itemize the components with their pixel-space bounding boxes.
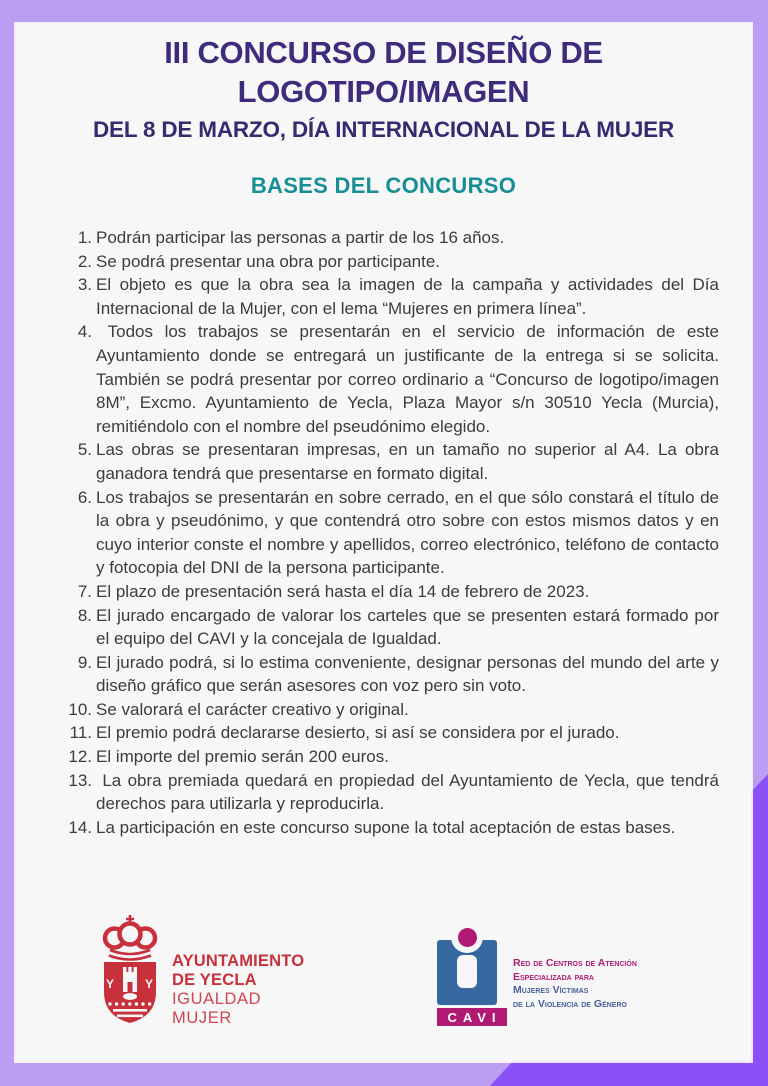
rule-item [58, 250, 719, 274]
rule-text: La obra premiada quedará en propiedad del Ayuntamiento de Yecla, que tendrá derechos para utilizarla y reproducirla. [96, 770, 724, 814]
rule-number: 3. [77, 275, 92, 295]
rule-text: Los trabajos se presentarán en sobre cerrado, en el que sólo constará el título de la obra y pseudónimo, y que contendrá otro sobre con estos mismos datos y en cuyo interior conste el nombre y apellidos, correo electrónico, teléfono de contacto y fotocopia del DNI de la persona participante. [96, 487, 724, 578]
rule-text: El importe del premio serán 200 euros. [96, 747, 389, 767]
rule-item [58, 438, 724, 485]
rule-number: 8. [77, 605, 92, 625]
cavi-tagline [513, 957, 637, 1027]
cavi-head-dot [458, 928, 477, 947]
rule-number: 12. [68, 747, 92, 767]
cavi-logo [437, 928, 637, 1027]
yecla-dept-line2: MUJER [172, 1009, 232, 1027]
rule-number: 1. [77, 228, 92, 247]
rule-number: 7. [77, 581, 92, 601]
rule-text: Podrán participar las personas a partir de los 16 años. [96, 228, 505, 247]
yecla-org-line2: DE YECLA [172, 971, 257, 989]
svg-text:Y: Y [145, 977, 154, 991]
rule-item [58, 721, 719, 745]
rule-text: El objeto es que la obra sea la imagen de la campaña y actividades del Día Internacional de la Mujer, con el lema “Mujeres en primera línea”. [96, 275, 724, 318]
cavi-tagline-line2: Especializada para [513, 970, 594, 983]
rule-item [58, 745, 719, 769]
rule-number: 11. [69, 723, 92, 743]
cavi-acronym-bar: CAVI [437, 1008, 507, 1026]
rule-item [58, 604, 724, 651]
section-heading: BASES DEL CONCURSO [250, 173, 517, 198]
rule-text: Se podrá presentar una obra por participante. [96, 251, 441, 271]
rule-item [58, 226, 719, 250]
rule-number: 14. [68, 817, 92, 837]
yecla-org-line1: AYUNTAMIENTO [172, 952, 305, 970]
rule-item [58, 273, 724, 320]
cavi-mark-icon [437, 928, 507, 1027]
yecla-crest-icon [100, 914, 160, 1026]
rule-item [58, 769, 724, 816]
rule-number: 9. [77, 652, 92, 672]
rule-item [58, 486, 724, 580]
rule-item [58, 320, 724, 438]
rule-text: Se valorará el carácter creativo y original. [96, 699, 409, 719]
rule-text: Todos los trabajos se presentarán en el servicio de información de este Ayuntamiento donde se entregará un justificante de la entrega si se solicita. También se podrá presentar por correo ordinario a “Concurso de logotipo/imagen 8M”, Excmo. Ayuntamiento de Yecla, Plaza Mayor s/n 30510 Yecla (Murcia), remitiéndolo con el nombre del pseudónimo elegido. [96, 322, 724, 436]
yecla-logo [100, 914, 304, 1028]
rule-text: La participación en este concurso supone la total aceptación de estas bases. [96, 817, 676, 837]
rule-number: 10. [68, 699, 92, 719]
poster-page [16, 24, 751, 1061]
rule-text: Las obras se presentaran impresas, en un tamaño no superior al A4. La obra ganadora tendrá que presentarse en formato digital. [96, 440, 724, 483]
page-title: III CONCURSO DE DISEÑO DE LOGOTIPO/IMAGEN [164, 35, 603, 109]
yecla-logo-text [172, 952, 304, 1028]
rule-number: 5. [77, 440, 92, 460]
yecla-dept-line1: IGUALDAD [172, 990, 262, 1008]
footer-logos [16, 908, 751, 1061]
cavi-tagline-line4: de la Violencia de Género [513, 997, 627, 1010]
svg-text:Y: Y [106, 977, 115, 991]
page-subtitle: DEL 8 DE MARZO, DÍA INTERNACIONAL DE LA MUJER [92, 117, 675, 142]
rules-list [58, 226, 724, 839]
rule-text: El jurado encargado de valorar los carteles que se presenten estará formado por el equipo del CAVI y la concejala de Igualdad. [96, 605, 724, 649]
rule-text: El jurado podrá, si lo estima conveniente, designar personas del mundo del arte y diseño gráfico que serán asesores con voz pero sin voto. [96, 652, 724, 696]
rule-text: El plazo de presentación será hasta el día 14 de febrero de 2023. [96, 581, 590, 601]
rule-item [58, 651, 724, 698]
cavi-tagline-line3: Mujeres Víctimas [513, 984, 589, 996]
rule-number: 4. [77, 322, 92, 342]
rule-item [58, 698, 719, 722]
cavi-tagline-line1: Red de Centros de Atención [513, 957, 637, 969]
rule-item [58, 816, 719, 840]
rule-number: 13. [68, 770, 92, 790]
rule-item [58, 580, 719, 604]
rule-text: El premio podrá declararse desierto, si así se considera por el jurado. [96, 723, 620, 743]
rule-number: 6. [77, 487, 92, 507]
rule-number: 2. [77, 251, 92, 271]
cavi-ibody-shape [457, 955, 477, 988]
